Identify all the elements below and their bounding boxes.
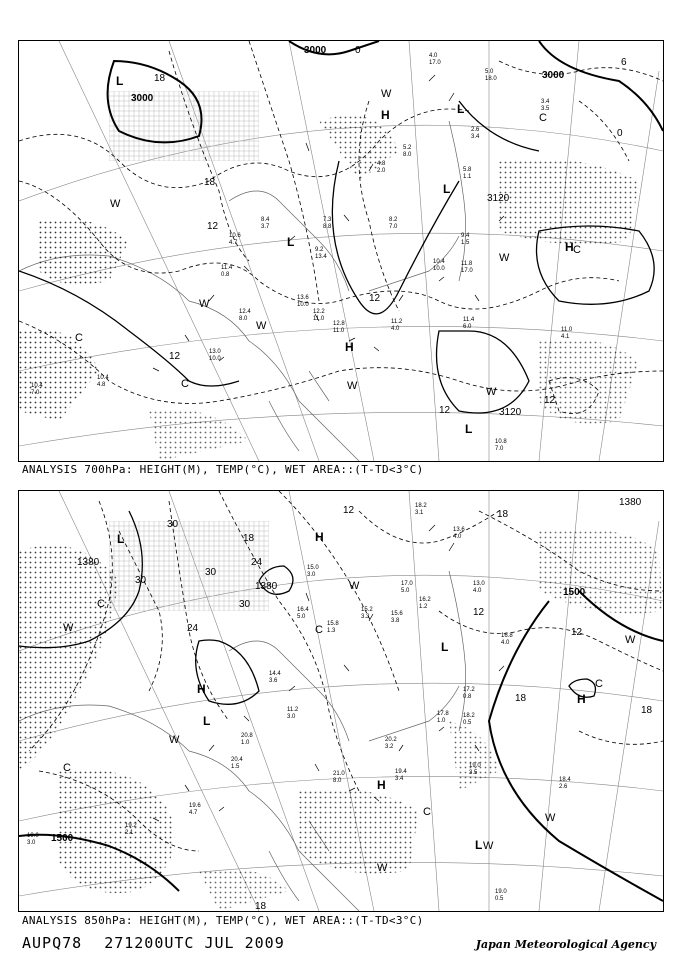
svg-text:12.211.0: 12.2 11.0 [313,309,325,322]
temp-label: 18 [154,73,166,84]
svg-text:13.010.0: 13.0 10.0 [209,349,221,362]
svg-text:21.08.0: 21.0 8.0 [333,771,345,784]
height-label: 3120 [499,407,522,418]
warm-marker: W [499,252,510,264]
station-temp: 4.0 [429,53,438,59]
chart-700hpa [18,40,664,462]
svg-text:4.82.0: 4.8 2.0 [377,161,386,174]
height-label: 1380 [255,581,278,592]
svg-text:12.48.0: 12.4 8.0 [239,309,251,322]
svg-text:8.27.0: 8.2 7.0 [389,217,398,230]
svg-text:14.43.6: 14.4 3.6 [269,671,281,684]
svg-text:2.63.4: 2.6 3.4 [471,127,480,140]
svg-text:11.46.0: 11.4 6.0 [463,317,475,330]
svg-text:19.64.7: 19.6 4.7 [189,803,201,816]
svg-text:18.23.1: 18.2 3.1 [415,503,427,516]
temp-label: 12 [473,607,485,618]
warm-marker: W [483,840,494,852]
cold-marker: C [75,332,83,344]
svg-text:17.20.8: 17.2 0.8 [463,687,475,700]
high-center: H [315,530,324,544]
svg-text:9.213.4: 9.2 13.4 [315,247,327,260]
temp-label: 12 [544,395,556,406]
temp-label: 18 [243,533,255,544]
svg-text:19.00.5: 19.0 0.5 [495,889,507,902]
low-center: L [443,182,451,196]
temp-label: 30 [167,519,179,530]
warm-marker: W [545,812,556,824]
chart-code: AUPQ78 [22,934,83,952]
svg-text:13.64.0: 13.6 4.0 [453,527,465,540]
high-center: H [197,682,206,696]
warm-marker: W [169,734,180,746]
warm-marker: W [625,634,636,646]
temp-label: 30 [205,567,217,578]
svg-text:20.23.2: 20.2 3.2 [385,737,397,750]
warm-marker: W [486,386,497,398]
svg-text:4.017.0 [429,53,441,66]
temp-label: 6 [621,57,627,68]
temp-label: 24 [251,557,263,568]
svg-text:17.81.0: 17.8 1.0 [437,711,449,724]
temp-label: 12 [343,505,355,516]
warm-marker: W [199,298,210,310]
temp-label: 12 [207,221,219,232]
cold-marker: C [181,378,189,390]
warm-marker: W [63,622,74,634]
low-center: L [441,640,449,654]
warm-marker: W [377,862,388,874]
temp-label: 18 [255,901,267,911]
analysis-time: 271200UTC JUL 2009 [104,934,285,952]
svg-text:11.23.0: 11.2 3.0 [287,707,299,720]
warm-marker: W [381,88,392,100]
svg-text:10.47.0: 10.4 7.0 [31,383,43,396]
temp-label: 18 [641,705,653,716]
temp-label: 18 [497,509,509,520]
svg-text:10.44.8: 10.4 4.8 [97,375,109,388]
svg-text:10.410.0: 10.4 10.0 [433,259,445,272]
temp-label: 12 [439,405,451,416]
svg-text:18.42.6: 18.4 2.6 [559,777,571,790]
wet-areas [19,521,663,911]
warm-marker: W [347,380,358,392]
height-label: 1500 [563,587,586,598]
high-center: H [345,340,354,354]
warm-marker: W [349,580,360,592]
caption-700hpa: ANALYSIS 700hPa: HEIGHT(M), TEMP(°C), WET AREA::(T-TD<3°C) [22,463,424,476]
height-label: 1500 [51,833,74,844]
svg-text:5.81.1: 5.8 1.1 [463,167,472,180]
svg-text:10.87.0: 10.8 7.0 [495,439,507,452]
agency-name: Japan Meteorological Agency [475,938,656,951]
warm-marker: W [110,198,121,210]
svg-text:11.817.0: 11.8 17.0 [461,261,473,274]
svg-text:15.63.8: 15.6 3.8 [391,611,403,624]
svg-text:7.38.8: 7.3 8.8 [323,217,332,230]
high-center: H [377,778,386,792]
low-center: L [287,235,295,249]
svg-text:5.018.0: 5.0 18.0 [485,69,497,82]
cold-marker: C [595,678,603,690]
low-center: L [117,532,125,546]
cold-marker: C [539,112,547,124]
high-center: H [565,240,574,254]
svg-text:5.28.0: 5.2 8.0 [403,145,412,158]
svg-text:10.64.7: 10.6 4.7 [229,233,241,246]
chart-850hpa [18,490,664,912]
temp-label: 12 [369,293,381,304]
svg-text:17.05.0: 17.0 5.0 [401,581,413,594]
caption-850hpa: ANALYSIS 850hPa: HEIGHT(M), TEMP(°C), WET AREA::(T-TD<3°C) [22,914,424,927]
temp-label: 12 [571,627,583,638]
station-dew: 17.0 [429,60,441,66]
height-label: 3120 [487,193,510,204]
temp-label: 0 [355,45,361,56]
svg-text:13.610.0: 13.6 10.0 [297,295,309,308]
svg-text:15.81.3: 15.8 1.3 [327,621,339,634]
temp-label: 30 [239,599,251,610]
temp-label: 0 [617,128,623,139]
low-center: L [475,838,483,852]
temp-label: 18 [515,693,527,704]
temp-label: 12 [169,351,181,362]
high-center: H [577,692,586,706]
temp-label: 24 [187,623,199,634]
svg-text:11.24.0: 11.2 4.0 [391,319,403,332]
cold-marker: C [573,244,581,256]
map-700hpa [19,41,663,461]
svg-text:16.21.2: 16.2 1.2 [419,597,431,610]
svg-text:19.03.5: 19.0 3.5 [469,763,481,776]
low-center: L [457,102,465,116]
svg-text:19.43.4: 19.4 3.4 [395,769,407,782]
svg-text:15.23.3: 15.2 3.3 [361,607,373,620]
svg-text:18.20.5: 18.2 0.5 [463,713,475,726]
height-label: 3000 [131,93,154,104]
height-label: 3000 [304,45,327,56]
cold-marker: C [315,624,323,636]
svg-text:11.40.8: 11.4 0.8 [221,265,233,278]
svg-text:15.03.0: 15.0 3.0 [307,565,319,578]
low-center: L [116,74,124,88]
svg-text:20.81.0: 20.8 1.0 [241,733,253,746]
chart-identifier [22,934,307,952]
cold-marker: C [63,762,71,774]
map-850hpa [19,491,663,911]
temp-label: 30 [135,575,147,586]
svg-text:19.03.0: 19.0 3.0 [27,833,39,846]
cold-marker: C [97,598,105,610]
warm-marker: W [256,320,267,332]
low-center: L [203,714,211,728]
svg-text:11.04.1: 11.0 4.1 [561,327,573,340]
svg-text:16.45.0: 16.4 5.0 [297,607,309,620]
height-label: 1380 [77,557,100,568]
svg-text:8.43.7: 8.4 3.7 [261,217,270,230]
temp-label: 18 [204,177,216,188]
svg-text:19.22.1: 19.2 2.1 [125,823,137,836]
svg-text:13.04.0: 13.0 4.0 [473,581,485,594]
high-center: H [381,108,390,122]
svg-text:9.41.5: 9.4 1.5 [461,233,470,246]
height-label: 1380 [619,497,642,508]
cold-marker: C [423,806,431,818]
svg-text:20.41.5: 20.4 1.5 [231,757,243,770]
height-label: 3000 [542,70,565,81]
low-center: L [465,422,473,436]
svg-text:3.43.5: 3.4 3.5 [541,99,550,112]
svg-text:16.84.0: 16.8 4.0 [501,633,513,646]
svg-text:12.811.0: 12.8 11.0 [333,321,345,334]
